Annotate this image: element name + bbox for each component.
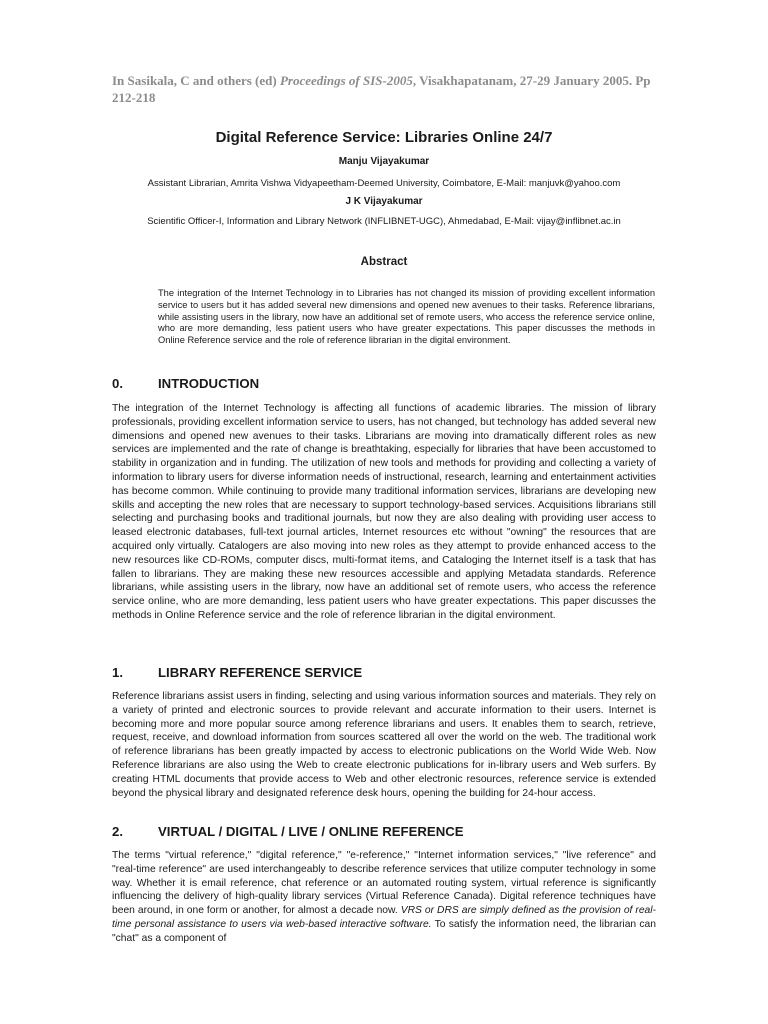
section-body: Reference librarians assist users in finding, selecting and using various information sources and materials. They rely on a variety of printed and electronic sources to provide relevant and accurate information to their users. Internet is becoming more and more popular source among reference librarians and users. It enables them to search, retrieve, request, receive, and download information from sources scattered all over the world on the web. The traditional work of reference librarians has been greatly impacted by access to electronic publications on the World Wide Web. Now Reference librarians are also using the Web to create electronic publications for in-library users and Web surfers. By creating HTML documents that provide access to Web and other electronic resources, reference service is extended beyond the physical library and designated reference desk hours, opening the building for 24-hour access.: [112, 691, 656, 799]
section-title: INTRODUCTION: [158, 376, 260, 391]
section-number: 0.: [112, 376, 123, 391]
section-number: 2.: [112, 824, 123, 839]
citation-prefix: In Sasikala, C and others (ed): [112, 73, 280, 88]
citation-header: [112, 72, 660, 106]
section-heading: [112, 824, 672, 839]
section-title: VIRTUAL / DIGITAL / LIVE / ONLINE REFERENCE: [158, 824, 464, 839]
paper-title: Digital Reference Service: Libraries Online 24/7: [215, 129, 553, 146]
section-number: 1.: [112, 665, 123, 680]
author-affiliation: Scientific Officer-I, Information and Library Network (INFLIBNET-UGC), Ahmedabad, E-Mail: vijay@inflibnet.ac.in: [147, 216, 621, 227]
author-affiliation: Assistant Librarian, Amrita Vishwa Vidyapeetham-Deemed University, Coimbatore, E-Mail: manjuvk@yahoo.com: [147, 178, 621, 189]
section-text-part: To satisfy the information need, the librarian can "chat" as a component of: [112, 918, 656, 944]
section-title: LIBRARY REFERENCE SERVICE: [158, 665, 363, 680]
author-name: J K Vijayakumar: [345, 196, 423, 207]
section-text-part: The terms "virtual reference," "digital reference," "e-reference," "Internet information services," "live reference" and "real-time reference" are used interchangeably to describe reference services that utilize computer technology in some way. Whether it is email reference, chat reference or an automated routing system, virtual reference is significantly influencing the delivery of high-quality library services (Virtual Reference Canada). Digital reference techniques have been around, in one form or another, for almost a decade now.: [112, 850, 656, 917]
section-body: The integration of the Internet Technology is affecting all functions of academic libraries. The mission of library professionals, providing excellent information service to users, has not changed, but technology has added several new dimensions and opened new avenues to their tasks. Librarians are moving into dramatically different roles as new services are implemented and the rate of change is breathtaking, especially for libraries that have been accustomed to stability in organization and in funding. The utilization of new tools and methods for providing and collecting a variety of information to library users for diverse information needs of instructional, research, learning and entertainment activities has become common. While continuing to provide many traditional information services, librarians are developing new skills and accepting the new roles that are necessary to support technology-based services. Acquisitions librarians still selecting and purchasing books and traditional journals, but now they are also dealing with providing user access to leased electronic databases, full-text journal articles, Internet resources etc without "owning" the resources that are acquired only virtually. Catalogers are also moving into new roles as they attempt to provide enhanced access to the new resources like CD-ROMs, computer discs, multi-format items, and Cataloging the Internet itself is a task that has fallen to librarians. They are making these new resources accessible and applying Metadata standards. Reference librarians, while assisting users in the library, now have an additional set of remote users, who access the reference service online, who are more demanding, less patient users who have greater expectations. This paper discusses the methods in Online Reference service and the role of reference librarian in the digital environment.: [112, 403, 656, 621]
section-body: [112, 849, 656, 946]
citation-suffix: , Visakhapatanam, 27-29 January 2005. Pp 212-218: [112, 73, 651, 105]
section-heading: [112, 376, 672, 391]
citation-proceedings: Proceedings of SIS-2005: [279, 73, 413, 88]
abstract-text: The integration of the Internet Technology in to Libraries has not changed its mission of providing excellent information service to users but it has added several new dimensions and opened new avenues to their tasks. Reference librarians, while assisting users in the library, now have an additional set of remote users, who access the reference service online, who are more demanding, less patient users who have greater expectations. This paper discusses the methods in Online Reference service and the role of reference librarian in the digital environment.: [158, 288, 655, 346]
section-text-italic: VRS or DRS are simply defined as the provision of real-time personal assistance to users via web-based interactive software.: [112, 905, 656, 930]
author-name: Manju Vijayakumar: [338, 156, 430, 167]
abstract-heading: Abstract: [360, 256, 408, 268]
section-heading: [112, 665, 672, 680]
